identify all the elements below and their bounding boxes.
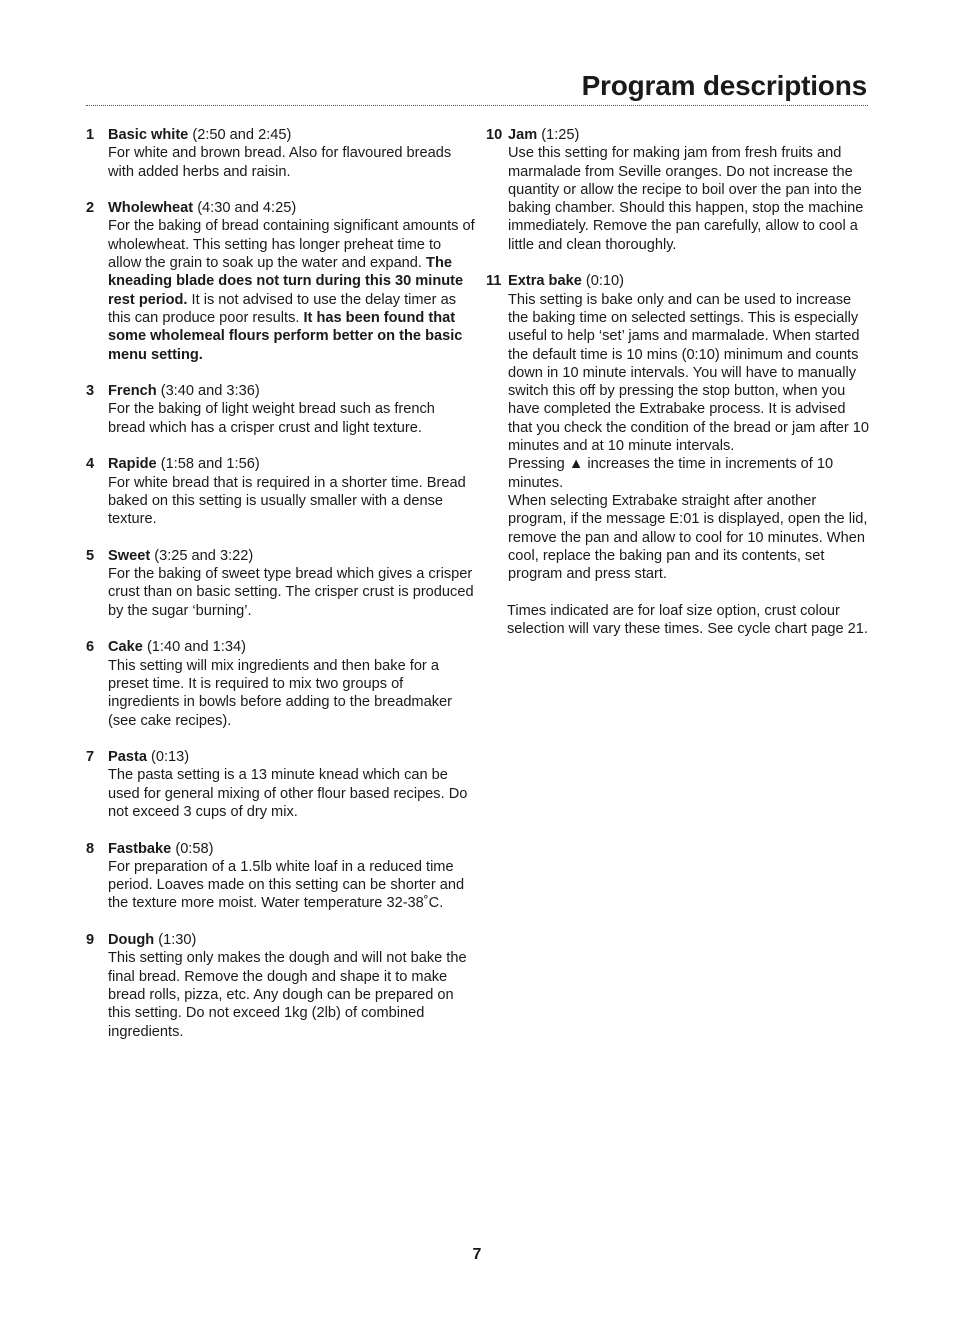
program-description: For white bread that is required in a shorter time. Bread baked on this setting is usually smaller with a dense texture. <box>108 474 466 528</box>
item-number: 5 <box>86 547 95 564</box>
program-description <box>508 455 870 492</box>
program-time: (0:10) <box>581 273 625 290</box>
program-name: French <box>108 383 157 400</box>
page-number: 7 <box>472 1246 482 1263</box>
program-name: Jam <box>508 127 538 143</box>
program-warning: The kneading blade does not turn during this 30 minute rest period. <box>108 255 464 308</box>
times-note: Times indicated are for loaf size option, crust colour selection will vary these times. See cycle chart page 21. <box>507 602 868 638</box>
program-item-sweet <box>86 547 476 620</box>
program-time: (1:25) <box>537 127 580 143</box>
program-description: For the baking of light weight bread such as french bread which has a crisper crust and light texture. <box>108 401 435 436</box>
program-description: For preparation of a 1.5lb white loaf in a reduced time period. Loaves made on this setting can be shorter and the texture more moist. Water temperature 32-38˚C. <box>108 858 465 912</box>
program-description: When selecting Extrabake straight after another program, if the message E:01 is displayed, open the lid, remove the pan and allow to cool for 10 minutes. When cool, replace the baking pan and its contents, set program and press start. <box>508 492 868 583</box>
program-description-end: increases the time in increments of 10 minutes. <box>508 456 834 491</box>
program-item-dough <box>86 931 476 1041</box>
program-time: (1:58 and 1:56) <box>156 456 260 473</box>
program-name: Basic white <box>108 127 189 143</box>
program-time: (3:40 and 3:36) <box>156 383 260 400</box>
item-number: 1 <box>86 127 95 143</box>
program-name: Dough <box>108 932 155 949</box>
program-name: Sweet <box>108 547 151 564</box>
left-column <box>86 126 476 1059</box>
dotted-divider <box>86 105 868 106</box>
program-item-jam <box>486 126 870 254</box>
program-time: (4:30 and 4:25) <box>193 200 297 217</box>
item-number: 9 <box>86 932 95 949</box>
program-item-french <box>86 382 476 437</box>
program-time: (2:50 and 2:45) <box>188 127 292 143</box>
program-description: This setting will mix ingredients and then bake for a preset time. It is required to mix two groups of ingredients in bowls before adding to the breadmaker (see cake recipes). <box>108 657 452 729</box>
program-name: Fastbake <box>108 840 172 857</box>
program-description: Use this setting for making jam from fresh fruits and marmalade from Seville oranges. Do not increase the quantity or allow the recipe to boil over the pan into the baking chamber. Should this happen, stop the machine immediately. Remove the pan carefully, allow to cool a little and clean thoroughly. <box>508 145 864 253</box>
program-name: Wholewheat <box>108 200 194 217</box>
program-description: This setting only makes the dough and will not bake the final bread. Remove the dough and shape it to make bread rolls, pizza, etc. Any dough can be prepared on this setting. Do not exceed 1kg (2lb) of combined ingredients. <box>108 950 467 1040</box>
program-description-start: Pressing <box>508 456 569 473</box>
program-time: (0:58) <box>171 840 214 857</box>
program-item-fastbake <box>86 840 476 913</box>
program-description: It is not advised to use the delay timer as this can produce poor results. <box>108 291 456 326</box>
program-item-basic-white <box>86 126 476 181</box>
program-item-extra-bake <box>486 272 870 583</box>
program-time: (0:13) <box>146 749 190 766</box>
program-name: Pasta <box>108 749 147 766</box>
program-description: The pasta setting is a 13 minute knead which can be used for general mixing of other flour based recipes. Do not exceed 3 cups of dry mix. <box>108 767 468 820</box>
program-name: Extra bake <box>508 273 582 290</box>
item-number: 3 <box>86 383 95 400</box>
program-name: Cake <box>108 639 143 656</box>
program-description: For white and brown bread. Also for flavoured breads with added herbs and raisin. <box>108 145 452 180</box>
item-number: 7 <box>86 749 95 766</box>
page-title: Program descriptions <box>581 70 867 101</box>
item-number: 11 <box>486 273 502 290</box>
program-time: (3:25 and 3:22) <box>150 547 254 564</box>
program-time: (1:40 and 1:34) <box>142 639 246 656</box>
program-item-cake <box>86 638 476 729</box>
item-number: 2 <box>86 200 95 217</box>
program-name: Rapide <box>108 456 157 473</box>
item-number: 10 <box>486 127 503 143</box>
program-item-rapide <box>86 455 476 528</box>
program-time: (1:30) <box>154 932 197 949</box>
program-description: For the baking of bread containing significant amounts of wholewheat. This setting has longer preheat time to allow the grain to soak up the water and expand. <box>108 218 475 272</box>
item-number: 4 <box>86 456 95 473</box>
right-column <box>486 126 870 638</box>
up-arrow-icon: ▲ <box>568 456 584 473</box>
program-item-wholewheat <box>86 199 476 364</box>
program-item-pasta <box>86 748 476 821</box>
item-number: 8 <box>86 840 95 857</box>
program-description: This setting is bake only and can be used to increase the baking time on selected settings. This is especially useful to help ‘set’ jams and marmalade. When started the default time is 10 mins (0:10) minimum and counts down in 10 minute intervals. You will have to manually switch this off by pressing the stop button, when you have completed the Extrabake process. It is advised that you check the condition of the bread or jam after 10 minutes and at 10 minute intervals. <box>508 291 870 455</box>
program-description: For the baking of sweet type bread which gives a crisper crust than on basic setting. The crisper crust is produced by the sugar ‘burning’. <box>108 566 474 619</box>
program-warning: It has been found that some wholemeal flours perform better on the basic menu setting. <box>108 309 463 363</box>
item-number: 6 <box>86 639 95 656</box>
